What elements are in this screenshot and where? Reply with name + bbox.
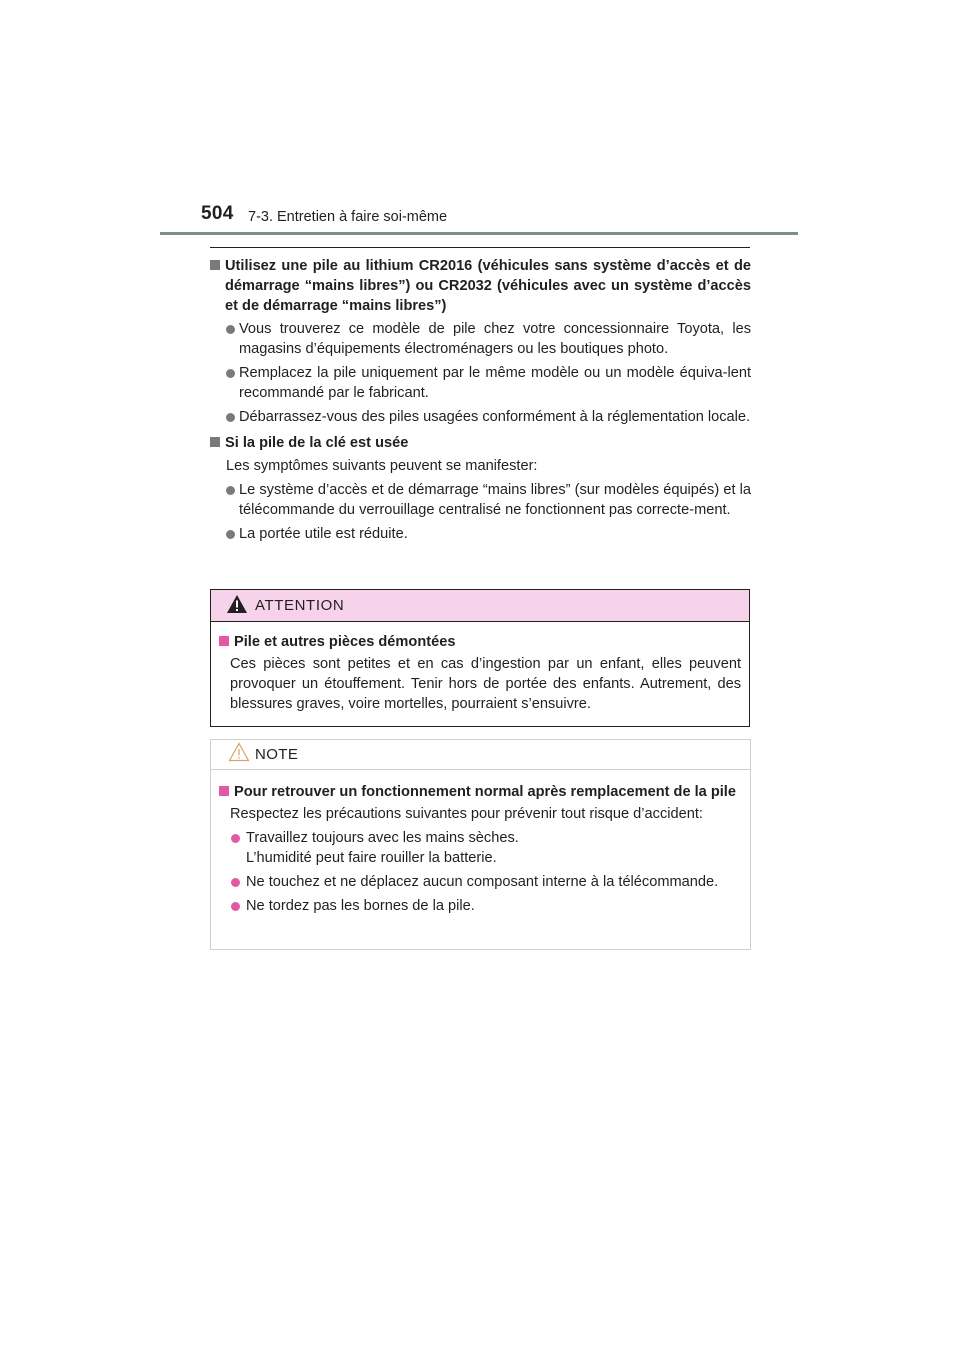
note-header <box>211 740 750 770</box>
attention-header <box>211 590 749 622</box>
round-bullet-icon <box>226 325 235 334</box>
page-number: 504 <box>201 203 234 224</box>
list-item: Ne touchez et ne déplacez aucun composant interne à la télécommande. <box>219 872 742 892</box>
round-bullet-icon <box>226 486 235 495</box>
square-bullet-icon <box>210 437 220 447</box>
list-item: Le système d’accès et de démarrage “mains libres” (sur modèles équipés) et la télécommande du verrouillage centralisé ne fonctionnent pas correcte-ment. <box>210 480 751 520</box>
attention-heading: Pile et autres pièces démontées <box>219 632 741 652</box>
note-title: NOTE <box>255 746 299 763</box>
round-bullet-icon <box>231 902 240 911</box>
round-bullet-icon <box>231 834 240 843</box>
round-bullet-icon <box>226 413 235 422</box>
section-heading-battery-type: Utilisez une pile au lithium CR2016 (véhicules sans système d’accès et de démarrage “mains libres”) ou CR2032 (véhicules avec un système d’accès et de démarrage “mains libres”) <box>210 256 751 316</box>
list-item: Débarrassez-vous des piles usagées conformément à la réglementation locale. <box>210 407 751 427</box>
square-bullet-icon <box>219 636 229 646</box>
list-item: La portée utile est réduite. <box>210 524 751 544</box>
list-item: Ne tordez pas les bornes de la pile. <box>219 896 742 916</box>
attention-box <box>210 589 750 727</box>
section-heading-worn-battery: Si la pile de la clé est usée <box>210 433 751 453</box>
square-bullet-icon <box>219 786 229 796</box>
list-item: Travaillez toujours avec les mains sèches. L’humidité peut faire rouiller la batterie. <box>219 828 742 868</box>
note-intro: Respectez les précautions suivantes pour prévenir tout risque d’accident: <box>230 806 703 822</box>
caution-triangle-outline-icon <box>228 742 250 767</box>
attention-title: ATTENTION <box>255 597 345 614</box>
list-item: Vous trouverez ce modèle de pile chez votre concessionnaire Toyota, les magasins d’équipements électroménagers ou les boutiques photo. <box>210 319 751 359</box>
chapter-title: 7-3. Entretien à faire soi-même <box>248 209 448 225</box>
round-bullet-icon <box>231 878 240 887</box>
round-bullet-icon <box>226 369 235 378</box>
main-content <box>210 256 751 548</box>
warning-triangle-icon <box>226 594 248 619</box>
content-rule <box>210 247 750 248</box>
round-bullet-icon <box>226 530 235 539</box>
attention-text: Ces pièces sont petites et en cas d’ingestion par un enfant, elles peuvent provoquer un étouffement. Tenir hors de portée des enfants. Autrement, des blessures graves, voire mortelles, pourraient s’ensuivre. <box>230 656 741 712</box>
header-rule <box>160 232 798 235</box>
note-heading: Pour retrouver un fonctionnement normal après remplacement de la pile <box>219 782 742 802</box>
note-box <box>210 739 751 950</box>
square-bullet-icon <box>210 260 220 270</box>
symptoms-intro: Les symptômes suivants peuvent se manifester: <box>226 458 538 474</box>
list-item: Remplacez la pile uniquement par le même modèle ou un modèle équiva-lent recommandé par le fabricant. <box>210 363 751 403</box>
